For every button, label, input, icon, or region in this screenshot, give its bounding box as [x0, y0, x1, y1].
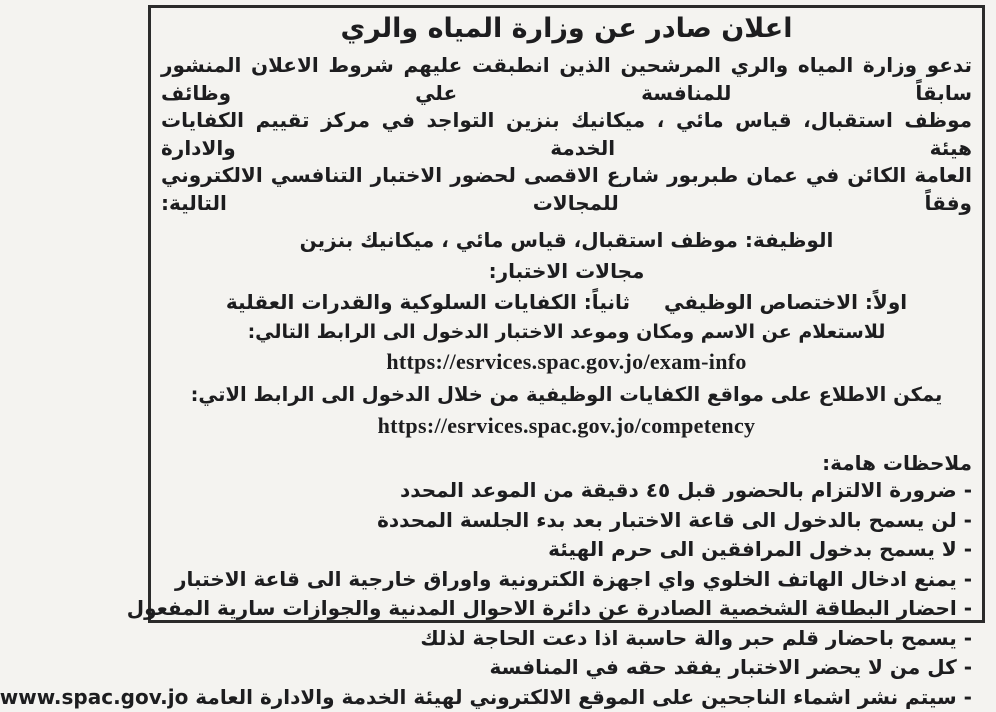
page-title: اعلان صادر عن وزارة المياه والري [161, 12, 972, 46]
exam-info-url: https://esrvices.spac.gov.jo/exam-info [161, 347, 972, 377]
exam-fields-line [161, 288, 972, 316]
exam-fields-heading: مجالات الاختبار: [161, 257, 972, 285]
note-item: - ضرورة الالتزام بالحضور قبل ٤٥ دقيقة من الموعد المحدد [161, 476, 972, 506]
note-item: - سيتم نشر اشماء الناجحين على الموقع الالكتروني لهيئة الخدمة والادارة العامة www.spac.gov.jo [161, 683, 972, 712]
intro-line: تدعو وزارة المياه والري المرشحين الذين انطبقت عليهم شروط الاعلان المنشور سابقاً للمنافسة علي وظائف [161, 52, 972, 107]
competency-url: https://esrvices.spac.gov.jo/competency [161, 411, 972, 441]
exam-field-first: اولاً: الاختصاص الوظيفي [664, 288, 907, 316]
job-titles-line: الوظيفة: موظف استقبال، قياس مائي ، ميكانيك بنزين [161, 226, 972, 254]
note-item: - لن يسمح بالدخول الى قاعة الاختبار بعد بدء الجلسة المحددة [161, 506, 972, 536]
intro-line: العامة الكائن في عمان طبربور شارع الاقصى لحضور الاختبار التنافسي الالكتروني وفقاً للمجالات التالية: [161, 162, 972, 217]
exam-field-second: ثانياً: الكفايات السلوكية والقدرات العقلية [226, 288, 630, 316]
inquiry-instruction: للاستعلام عن الاسم ومكان وموعد الاختبار الدخول الى الرابط التالي: [161, 318, 972, 346]
notes-heading: ملاحظات هامة: [161, 450, 972, 476]
note-item: - كل من لا يحضر الاختبار يفقد حقه في المنافسة [161, 653, 972, 683]
intro-line: موظف استقبال، قياس مائي ، ميكانيك بنزين التواجد في مركز تقييم الكفايات هيئة الخدمة والادارة [161, 107, 972, 162]
note-item: - يسمح باحضار قلم حبر والة حاسبة اذا دعت الحاجة لذلك [161, 624, 972, 654]
intro-paragraph [161, 52, 972, 217]
note-item: - احضار البطاقة الشخصية الصادرة عن دائرة الاحوال المدنية والجوازات سارية المفعول [161, 594, 972, 624]
note-item: - لا يسمح بدخول المرافقين الى حرم الهيئة [161, 535, 972, 565]
note-item: - يمنع ادخال الهاتف الخلوي واي اجهزة الكترونية واوراق خارجية الى قاعة الاختبار [161, 565, 972, 595]
announcement-page [146, 0, 996, 627]
competency-instruction: يمكن الاطلاع على مواقع الكفايات الوظيفية من خلال الدخول الى الرابط الاتي: [161, 381, 972, 409]
notes-list [161, 476, 972, 712]
announcement-border-frame [148, 5, 985, 623]
